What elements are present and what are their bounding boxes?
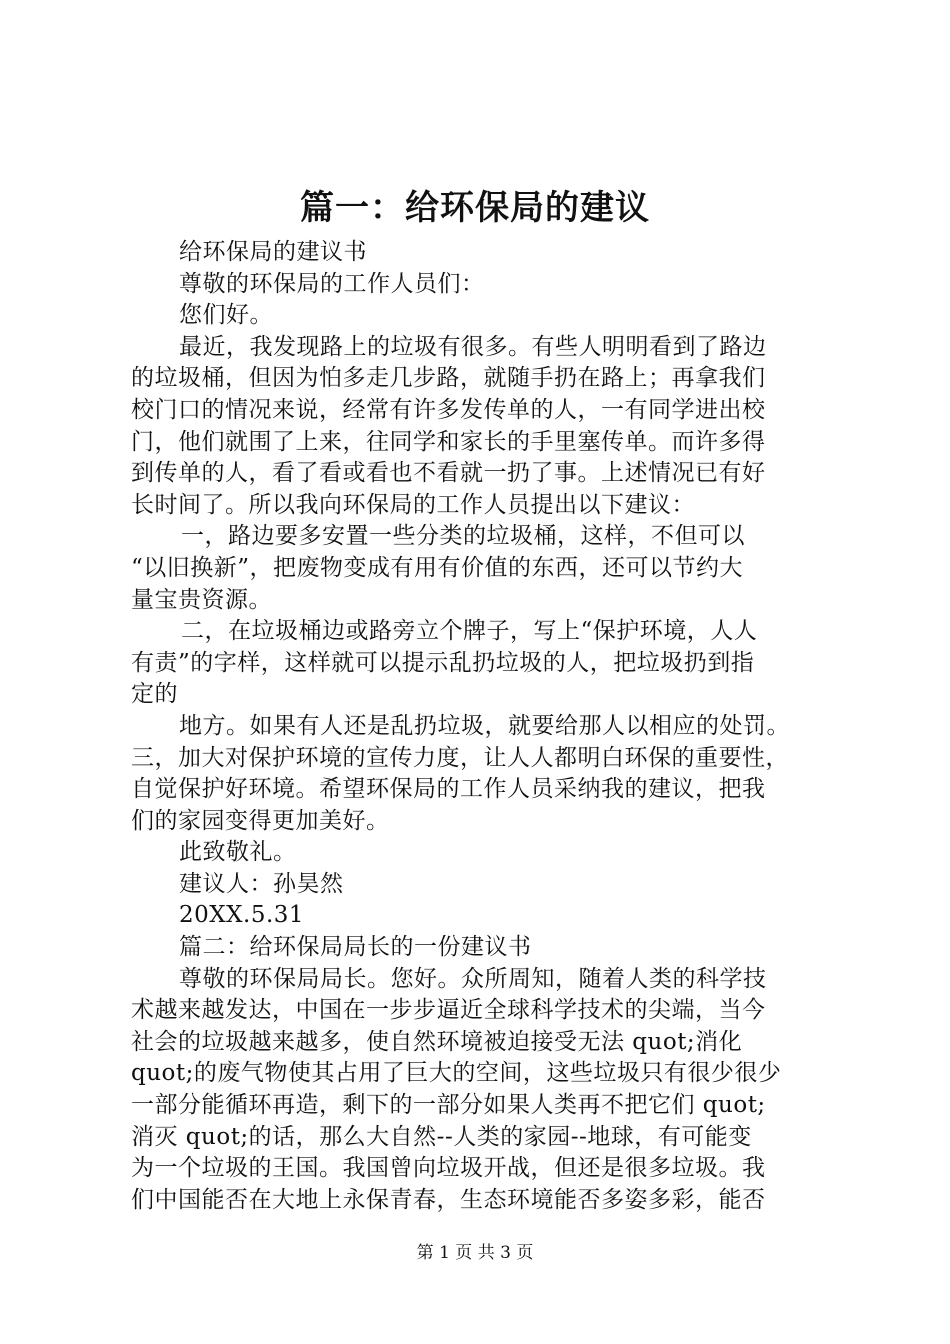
text-line: 为一个垃圾的王国。我国曾向垃圾开战，但还是很多垃圾。我 — [131, 1155, 766, 1182]
page-number-footer: 第 1 页 共 3 页 — [416, 1243, 534, 1263]
text-line: 此致敬礼。 — [179, 839, 297, 866]
text-line: 尊敬的环保局的工作人员们： — [179, 270, 485, 297]
document-title: 篇一：给环保局的建议 — [300, 188, 650, 228]
text-line: 门，他们就围了上来，往同学和家长的手里塞传单。而许多得 — [131, 428, 766, 455]
text-line: quot;的废气物使其占用了巨大的空间，这些垃圾只有很少很少 — [131, 1060, 782, 1087]
text-line: 术越来越发达，中国在一步步逼近全球科学技术的尖端，当今 — [131, 997, 766, 1024]
text-line: 社会的垃圾越来越多，使自然环境被迫接受无法 quot;消化 — [131, 1028, 743, 1055]
text-line: 给环保局的建议书 — [179, 239, 367, 265]
text-line: 篇二：给环保局局长的一份建议书 — [179, 934, 532, 961]
text-line: 最近，我发现路上的垃圾有很多。有些人明明看到了路边 — [179, 333, 767, 360]
text-line: 的垃圾桶，但因为怕多走几步路，就随手扔在路上；再拿我们 — [131, 365, 766, 392]
text-line: 20XX.5.31 — [179, 902, 305, 929]
text-line: 您们好。 — [179, 302, 273, 329]
text-line: 们的家园变得更加美好。 — [131, 807, 390, 834]
text-line: 三，加大对保护环境的宣传力度，让人人都明白环保的重要性， — [131, 744, 789, 771]
text-line: 建议人：孙昊然 — [179, 870, 344, 897]
text-line: 量宝贵资源。 — [131, 586, 272, 613]
text-line: 消灭 quot;的话，那么大自然--人类的家园--地球，有可能变 — [131, 1123, 752, 1150]
text-line: 一部分能循环再造，剩下的一部分如果人类再不把它们 quot; — [131, 1092, 766, 1119]
text-line: 地方。如果有人还是乱扔垃圾，就要给那人以相应的处罚。 — [179, 712, 790, 739]
text-line: 二，在垃圾桶边或路旁立个牌子，写上“保护环境，人人 — [181, 618, 758, 645]
text-line: 校门口的情况来说，经常有许多发传单的人，一有同学进出校 — [131, 396, 766, 423]
text-line: 到传单的人，看了看或看也不看就一扔了事。上述情况已有好 — [131, 460, 766, 487]
text-line: 定的 — [131, 681, 178, 708]
text-line: 们中国能否在大地上永保青春，生态环境能否多姿多彩，能否 — [131, 1186, 766, 1213]
text-line: “以旧换新”，把废物变成有用有价值的东西，还可以节约大 — [131, 554, 744, 581]
text-line: 长时间了。所以我向环保局的工作人员提出以下建议： — [131, 491, 695, 518]
text-line: 自觉保护好环境。希望环保局的工作人员采纳我的建议，把我 — [131, 776, 766, 803]
text-line: 尊敬的环保局局长。您好。众所周知，随着人类的科学技 — [179, 965, 767, 992]
text-line: 有责”的字样，这样就可以提示乱扔垃圾的人，把垃圾扔到指 — [131, 649, 755, 676]
text-line: 一，路边要多安置一些分类的垃圾桶，这样，不但可以 — [181, 523, 745, 550]
document-body — [131, 237, 831, 1216]
